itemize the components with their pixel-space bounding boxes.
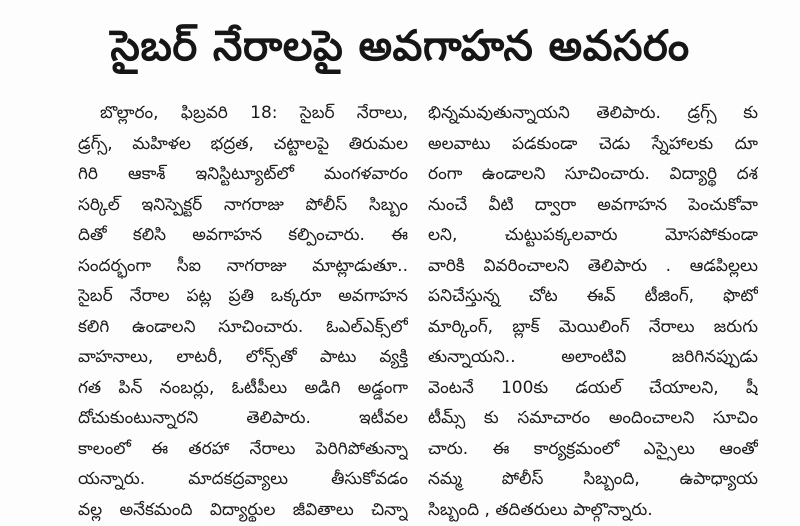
right-line-6: వారికి వివరించాలని తెలిపారు . ఆడపిల్లలు [428,255,758,276]
right-line-13: నమ్మ పోలీస్ సిబ్బంది, ఉపాధ్యాయ [428,469,758,489]
article-column-right [428,98,758,522]
left-line-9: వాహనాలు, లాటరీ, లోన్స్‌తో పాటు వ్యక్తి [78,347,408,367]
right-line-8: మార్కింగ్, బ్లాక్ మెయిలింగ్ నేరాలు జరుగు [428,316,758,337]
right-line-4: నుంచే వీటి ద్వారా అవగాహన పెంచుకోవా [428,194,758,215]
left-line-6: సందర్భంగా సీఐ నాగరాజు మాట్లాడుతూ.. [78,255,408,276]
left-line-12: కాలంలో ఈ తరహా నేరాలు పెరిగిపోతున్నా [78,438,408,459]
left-line-7: సైబర్ నేరాల పట్ల ప్రతి ఒక్కరూ అవగాహన [78,286,408,306]
right-line-1: భిన్నమవుతున్నాయని తెలిపారు. డ్రగ్స్ కు [428,103,758,123]
left-line-8: కలిగి ఉండాలని సూచించారు. ఓఎల్ఎక్స్‌లో [78,316,408,337]
left-line-2: డ్రగ్స్, మహిళల భద్రత, చట్టాలపై తిరుమల [78,133,408,154]
left-line-13: యన్నారు. మాదకద్రవ్యాలు తీసుకోవడం [78,469,408,489]
right-line-14: సిబ్బంది , తదితరులు పాల్గొన్నారు. [428,499,653,520]
left-line-1: బొల్లారం, ఫిబ్రవరి 18: సైబర్ నేరాలు, [100,103,408,123]
article-column-left [78,98,408,522]
left-line-5: దితో కలిసి అవగాహన కల్పించారు. ఈ [78,225,408,245]
left-line-11: దోచుకుంటున్నారని తెలిపారు. ఇటీవల [78,408,408,428]
right-line-9: తున్నాయని.. అలాంటివి జరిగినప్పుడు [428,347,758,367]
right-line-7: పనిచేస్తున్న చోట ఈవ్ టీజింగ్, ఫొటో [428,286,758,306]
right-line-5: లని, చుట్టుపక్కలవారు మోసపోకుండా [428,225,758,245]
article-headline: సైబర్ నేరాలపై అవగాహన అవసరం [110,21,690,70]
left-line-4: సర్కిల్ ఇనిస్పెక్టర్ నాగరాజు పోలీస్ సిబ్బం [78,194,408,215]
right-line-10: వెంటనే 100కు డయల్ చేయాలని, షీ [428,377,758,398]
right-line-11: టీమ్స్ కు సమాచారం అందించాలని సూచిం [428,408,758,428]
right-line-2: అలవాటు పడకుండా చెడు స్నేహాలకు దూ [428,133,758,154]
right-line-3: రంగా ఉండాలని సూచించారు. విద్యార్థి దశ [428,164,758,184]
left-line-3: గిరి ఆకాశ్ ఇనిస్టిట్యూట్‌లో మంగళవారం [78,164,408,184]
right-line-12: చారు. ఈ కార్యక్రమంలో ఎస్సైలు ఆంతో [428,438,758,459]
left-line-10: గత పిన్ నంబర్లు, ఓటీపీలు అడిగి అడ్డంగా [78,377,408,398]
left-line-14: వల్ల అనేకమంది విద్యార్థుల జీవితాలు చిన్నా [78,499,408,520]
